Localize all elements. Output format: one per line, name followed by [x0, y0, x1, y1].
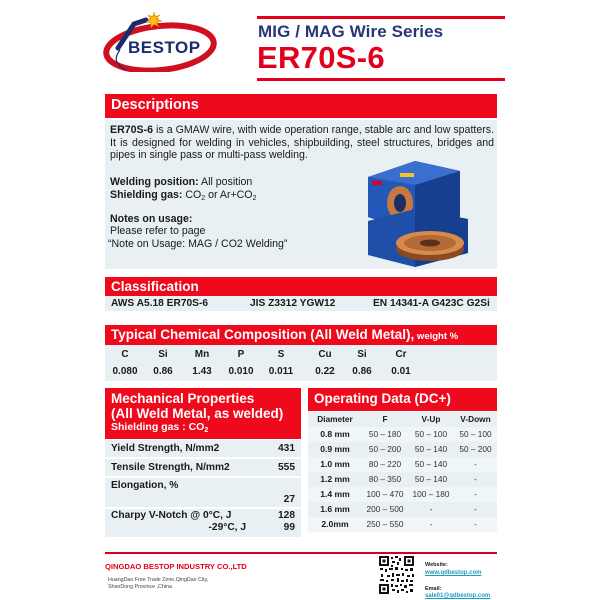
cell-v-up: 50 – 100 [414, 429, 448, 439]
operating-row [308, 457, 497, 472]
website-link[interactable]: www.qdbestop.com [425, 570, 482, 576]
chemical-title: Typical Chemical Composition (All Weld Metal), [111, 327, 415, 342]
mechanical-shielding-gas [111, 421, 301, 437]
col-v-down: V-Down [460, 414, 491, 424]
cell-v-up: - [429, 519, 433, 529]
company-name: QINGDAO BESTOP INDUSTRY CO.,LTD [105, 562, 247, 571]
mechanical-properties-header [105, 388, 301, 439]
product-title: ER70S-6 [257, 40, 385, 75]
value-cr: 0.01 [391, 366, 411, 377]
welding-position [110, 176, 252, 189]
notes-line-2: “Note on Usage: MAG / CO2 Welding” [108, 237, 288, 250]
element-si: Si [158, 349, 168, 360]
value-c: 0.080 [112, 366, 138, 377]
cell-v-down: 50 – 200 [459, 444, 492, 454]
operating-row [308, 517, 497, 532]
cell-v-down: - [474, 504, 477, 514]
mech-label: Yield Strength, N/mm2 [111, 443, 220, 454]
cell-f: 200 – 500 [366, 504, 404, 514]
element-cu: Cu [318, 349, 332, 360]
mech-value-2: 99 [283, 522, 295, 533]
cell-f: 100 – 470 [366, 489, 404, 499]
header-rule-top [257, 16, 505, 19]
value-s: 0.011 [268, 366, 294, 377]
col-v-up: V-Up [421, 414, 441, 424]
shielding-gas-label: Shielding gas: [110, 188, 183, 201]
element-cr: Cr [395, 349, 407, 360]
mechanical-title-1: Mechanical Properties [111, 391, 255, 406]
element-si-2: Si [357, 349, 367, 360]
series-title: MIG / MAG Wire Series [258, 22, 444, 41]
mech-label: Elongation, % [111, 480, 179, 491]
cell-v-down: - [474, 474, 477, 484]
col-diameter: Diameter [317, 414, 353, 424]
classification-en: EN 14341-A G423C G2Si [373, 298, 490, 309]
cell-f: 50 – 180 [368, 429, 402, 439]
cell-f: 250 – 550 [366, 519, 404, 529]
subscript: 2 [201, 194, 206, 202]
cell-f: 50 – 200 [368, 444, 402, 454]
classification-jis: JIS Z3312 YGW12 [250, 298, 336, 309]
classification-aws: AWS A5.18 ER70S-6 [111, 298, 209, 309]
cell-v-up: 50 – 140 [414, 459, 448, 469]
cell-v-down: 50 – 100 [459, 429, 492, 439]
mech-label-2: -29°C, J [208, 522, 246, 533]
cell-v-up: - [429, 504, 433, 514]
mech-value: 555 [278, 462, 295, 473]
shielding-gas [110, 189, 256, 206]
gas-label: Shielding gas : CO [111, 421, 205, 433]
descriptions-header: Descriptions [105, 94, 497, 118]
cell-v-down: - [474, 519, 477, 529]
cell-v-up: 50 – 140 [414, 474, 448, 484]
cell-diameter: 1.2 mm [320, 474, 350, 484]
mech-value: 27 [283, 494, 295, 505]
qr-code-icon[interactable] [378, 555, 415, 595]
header-rule-bottom [257, 78, 505, 81]
operating-data-header: Operating Data (DC+) [308, 388, 497, 411]
value-si: 0.86 [153, 366, 173, 377]
cell-f: 80 – 350 [368, 474, 402, 484]
value-p: 0.010 [228, 366, 254, 377]
cell-v-up: 50 – 140 [414, 444, 448, 454]
website-label: Website: [425, 562, 448, 568]
shielding-gas-co: CO [182, 188, 202, 201]
cell-diameter: 1.6 mm [320, 504, 350, 514]
description-lead-bold: ER70S-6 [110, 124, 153, 136]
datasheet-page [105, 0, 497, 600]
mech-row-yield [105, 440, 301, 457]
element-p: P [237, 349, 245, 360]
cell-diameter: 0.8 mm [320, 429, 350, 439]
classification-header: Classification [105, 277, 497, 296]
mech-value: 128 [278, 510, 295, 521]
subscript: 2 [204, 427, 209, 434]
notes-line-1: Please refer to page [110, 225, 206, 237]
operating-row [308, 427, 497, 442]
chemical-composition-header [105, 325, 497, 345]
subscript: 2 [252, 194, 257, 202]
operating-row [308, 472, 497, 487]
element-mn: Mn [194, 349, 210, 360]
cell-diameter: 1.0 mm [320, 459, 350, 469]
wire-spool-box-image [360, 155, 480, 273]
email-label: Email: [425, 586, 442, 592]
footer-rule [105, 552, 497, 554]
cell-diameter: 2.0mm [321, 519, 349, 529]
cell-diameter: 0.9 mm [320, 444, 350, 454]
notes-label [110, 213, 192, 226]
operating-row [308, 442, 497, 457]
welding-position-value: All position [198, 176, 253, 188]
mech-label: Charpy V-Notch @ 0°C, J [111, 510, 232, 521]
cell-v-up: 100 – 180 [412, 489, 450, 499]
mech-row-elongation [105, 478, 301, 507]
address-line-2: ShanDong Province ,China [108, 584, 172, 590]
cell-f: 80 – 220 [368, 459, 402, 469]
value-cu: 0.22 [315, 366, 335, 377]
svg-text:BESTOP: BESTOP [128, 38, 201, 57]
operating-header-row [308, 412, 497, 427]
value-si-2: 0.86 [352, 366, 372, 377]
mech-label: Tensile Strength, N/mm2 [111, 462, 230, 473]
welding-position-label: Welding position: [110, 176, 199, 188]
operating-row [308, 487, 497, 502]
cell-diameter: 1.4 mm [320, 489, 350, 499]
address-line-1: HuangDao Free Trade Zone,QingDao City, [108, 577, 209, 583]
col-f: F [382, 414, 388, 424]
operating-row [308, 502, 497, 517]
shielding-gas-alt: or Ar+CO [205, 188, 253, 201]
mech-value: 431 [278, 443, 295, 454]
mech-row-tensile [105, 459, 301, 476]
element-s: S [277, 349, 285, 360]
bestop-logo-icon [98, 10, 218, 72]
value-mn: 1.43 [192, 366, 212, 377]
email-link[interactable]: sale01@qdbestop.com [425, 593, 491, 599]
description-lead-text: is a GMAW wire, with wide operation range, stable arc and low spatters. It is designed for welding in vehicles, shipbuilding, steel structures, bridges and pipes in single pass or multi-pass welding. [110, 124, 494, 161]
element-c: C [121, 349, 129, 360]
cell-v-down: - [474, 489, 477, 499]
chemical-unit: weight % [414, 331, 459, 342]
mechanical-title-2: (All Weld Metal, as welded) [111, 406, 284, 421]
notes-label-text: Notes on usage: [110, 213, 193, 225]
mech-row-charpy [105, 509, 301, 537]
cell-v-down: - [474, 459, 477, 469]
